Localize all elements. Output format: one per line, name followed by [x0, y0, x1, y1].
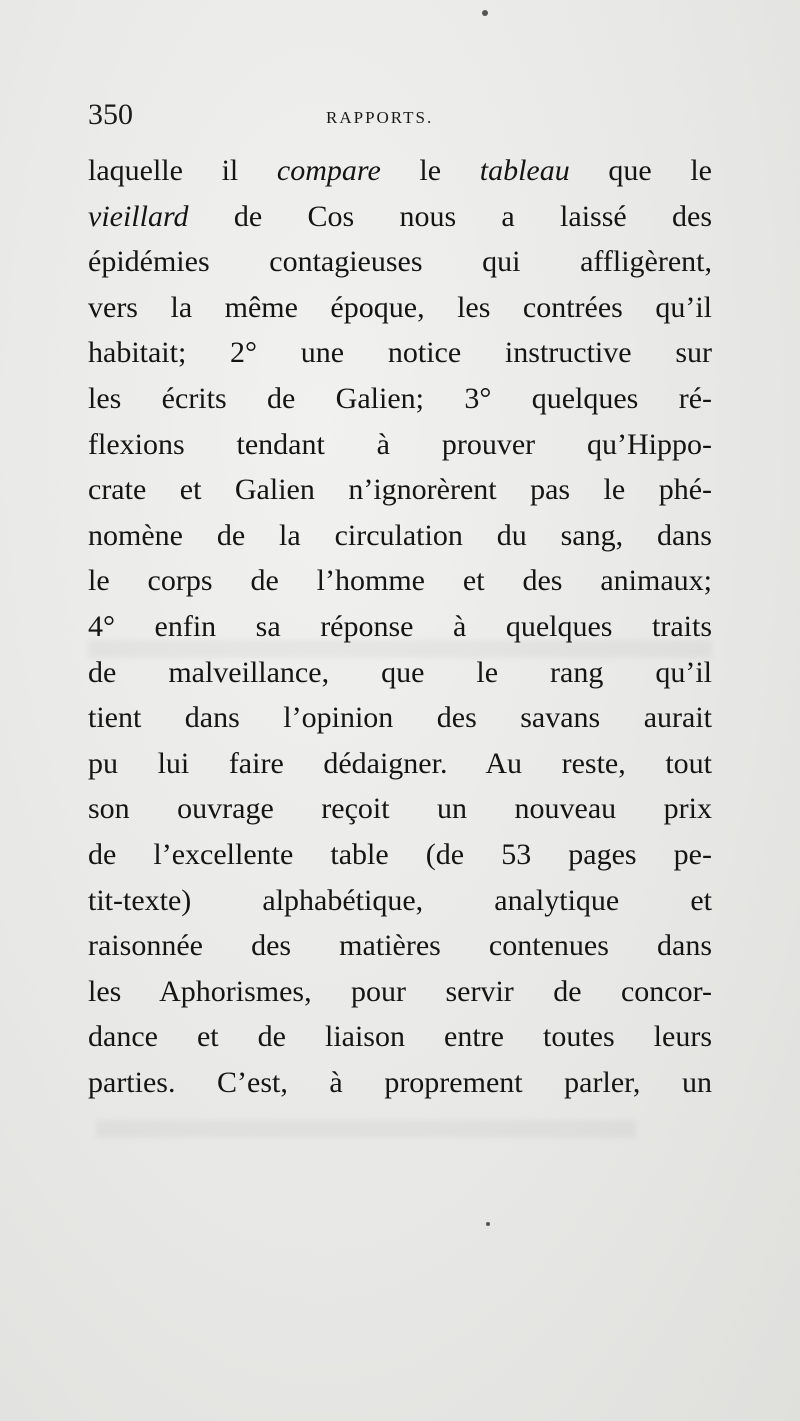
text-run: son ouvrage reçoit un nouveau prix	[88, 792, 712, 826]
text-line	[88, 467, 712, 513]
text-run: de Cos nous a laissé des	[188, 199, 712, 233]
text-run: raisonnée des matières contenues dans	[88, 929, 712, 963]
body-text	[88, 148, 712, 1105]
text-line	[88, 650, 712, 696]
text-run: dance et de liaison entre toutes leurs	[88, 1020, 712, 1054]
text-run: le	[380, 154, 480, 187]
text-line	[88, 558, 712, 604]
text-line	[88, 878, 712, 924]
text-line	[88, 741, 712, 787]
text-run: que le	[569, 154, 712, 187]
text-line	[88, 239, 712, 285]
text-line	[88, 1014, 712, 1060]
text-line	[88, 832, 712, 878]
text-run: crate et Galien n’ignorèrent pas le phé-	[88, 473, 712, 507]
italic-text: tableau	[479, 154, 570, 187]
text-line	[88, 148, 712, 194]
text-line	[88, 695, 712, 741]
show-through-smudge	[96, 1120, 636, 1138]
text-line	[88, 786, 712, 832]
text-run: de l’excellente table (de 53 pages pe-	[88, 837, 712, 871]
page-header	[88, 98, 718, 138]
italic-text: vieillard	[88, 199, 189, 233]
text-run: les Aphorismes, pour servir de concor-	[88, 974, 712, 1008]
text-run: tient dans l’opinion des savans aurait	[88, 701, 712, 735]
text-line	[88, 376, 712, 422]
ink-speck	[482, 10, 488, 16]
text-run: parties. C’est, à proprement parler, un	[88, 1065, 712, 1099]
text-line	[88, 923, 712, 969]
text-run: habitait; 2° une notice instructive sur	[88, 336, 712, 370]
text-line	[88, 513, 712, 559]
text-run: épidémies contagieuses qui affligèrent,	[88, 245, 712, 279]
running-head: RAPPORTS.	[326, 108, 434, 127]
text-run: de malveillance, que le rang qu’il	[88, 655, 712, 689]
italic-text: compare	[276, 154, 381, 187]
ink-speck	[486, 1222, 490, 1226]
text-run: flexions tendant à prouver qu’Hippo-	[88, 427, 712, 461]
text-run: laquelle il	[88, 154, 277, 187]
text-line	[88, 330, 712, 376]
text-run: vers la même époque, les contrées qu’il	[88, 290, 712, 324]
text-line	[88, 969, 712, 1015]
text-run: les écrits de Galien; 3° quelques ré-	[88, 381, 712, 415]
page-number: 350	[88, 98, 133, 131]
text-line	[88, 194, 712, 240]
text-run: nomène de la circulation du sang, dans	[88, 518, 712, 552]
text-line	[88, 1060, 712, 1106]
text-line	[88, 604, 712, 650]
text-run: pu lui faire dédaigner. Au reste, tout	[88, 746, 712, 780]
text-run: le corps de l’homme et des animaux;	[88, 564, 712, 598]
text-run: 4° enfin sa réponse à quelques traits	[88, 609, 712, 643]
text-line	[88, 422, 712, 468]
text-line	[88, 285, 712, 331]
text-run: tit-texte) alphabétique, analytique et	[88, 883, 712, 917]
